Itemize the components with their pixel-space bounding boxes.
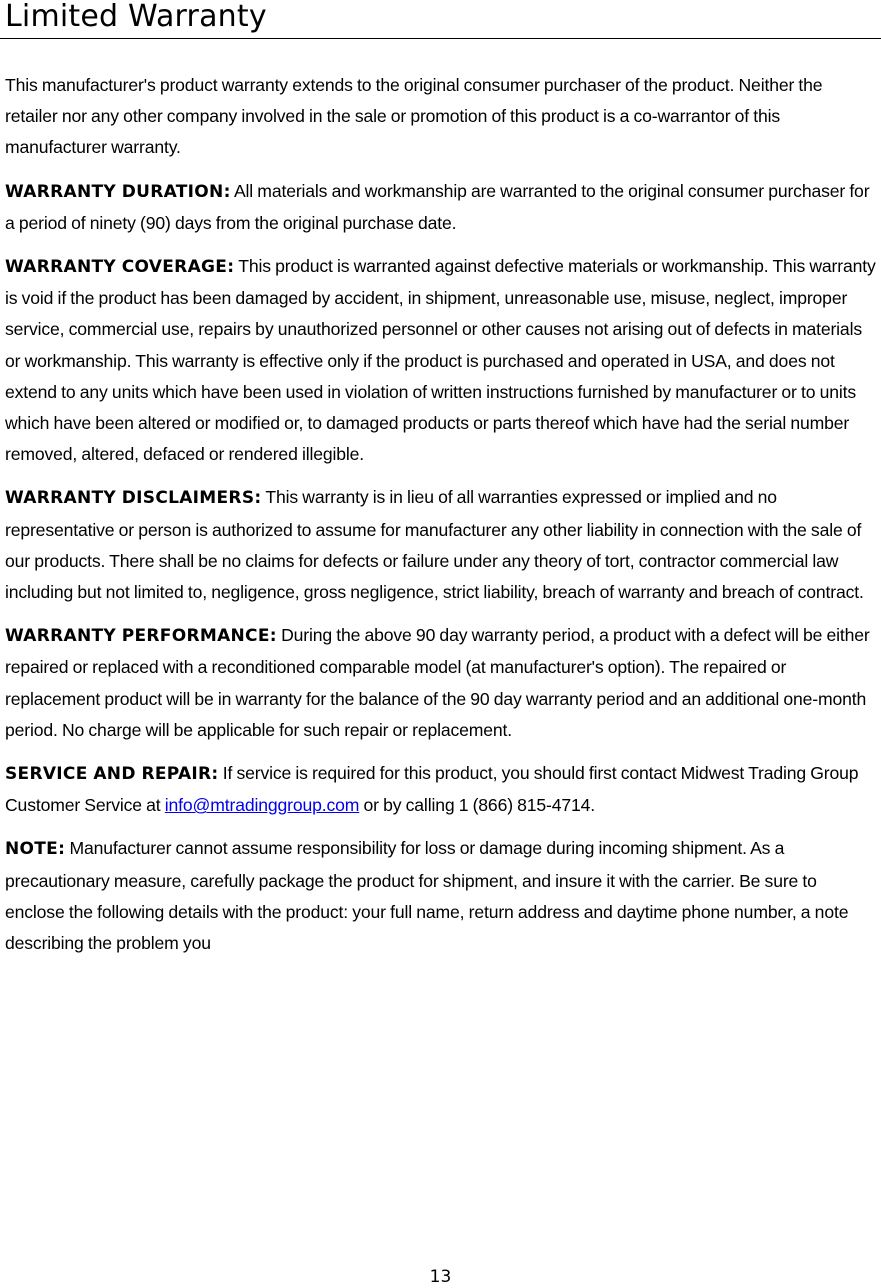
warranty-body xyxy=(5,70,877,971)
performance-label: WARRANTY PERFORMANCE: xyxy=(5,626,277,647)
performance-text: During the above 90 day warranty period, a product with a defect will be either repaired or replaced with a reconditioned comparable model (at manufacturer's option). The repaired or replacement product will be in warranty for the balance of the 90 day warranty period and an additional one-month period. No charge will be applicable for such repair or replacement. xyxy=(5,625,870,740)
page-title: Limited Warranty xyxy=(5,0,267,34)
service-paragraph xyxy=(5,758,877,821)
intro-paragraph xyxy=(5,70,877,164)
note-label: NOTE: xyxy=(5,839,66,860)
duration-label: WARRANTY DURATION: xyxy=(5,181,231,202)
note-text: Manufacturer cannot assume responsibility for loss or damage during incoming shipment. As a precautionary measure, carefully package the product for shipment, and insure it with the carrier. Be sure to enclose the following details with the product: your full name, return address and daytime phone number, a note describing the problem you xyxy=(5,838,849,954)
coverage-label: WARRANTY COVERAGE: xyxy=(5,257,235,278)
title-underline xyxy=(0,38,881,39)
support-email-link[interactable]: info@mtradinggroup.com xyxy=(164,795,360,816)
coverage-text: This product is warranted against defective materials or workmanship. This warranty is void if the product has been damaged by accident, in shipment, unreasonable use, misuse, neglect, improper service, commercial use, repairs by unauthorized personnel or other causes not arising out of defects in materials or workmanship. This warranty is effective only if the product is purchased and operated in USA, and does not extend to any units which have been used in violation of written instructions furnished by manufacturer or to units which have been altered or modified or, to damaged products or parts thereof which have had the serial number removed, altered, defaced or rendered illegible. xyxy=(5,256,876,465)
duration-text: All materials and workmanship are warranted to the original consumer purchaser for a period of ninety (90) days from the original purchase date. xyxy=(5,180,870,233)
duration-paragraph xyxy=(5,176,877,239)
note-paragraph xyxy=(5,833,877,959)
disclaimers-text: This warranty is in lieu of all warranties expressed or implied and no representative or person is authorized to assume for manufacturer any other liability in connection with the sale of our products. There shall be no claims for defects or failure under any theory of tort, contractor commercial law including but not limited to, negligence, gross negligence, strict liability, breach of warranty and breach of contract. xyxy=(5,487,864,603)
coverage-paragraph xyxy=(5,251,877,470)
disclaimers-paragraph xyxy=(5,482,877,608)
intro-text: This manufacturer's product warranty extends to the original consumer purchaser of the product. Neither the retailer nor any other company involved in the sale or promotion of this product is a co-warrantor of this manufacturer warranty. xyxy=(5,75,823,158)
disclaimers-label: WARRANTY DISCLAIMERS: xyxy=(5,488,262,509)
document-page xyxy=(5,0,879,1288)
page-number: 13 xyxy=(429,1267,452,1287)
service-label: SERVICE AND REPAIR: xyxy=(5,764,219,785)
service-text-after: or by calling 1 (866) 815-4714. xyxy=(363,795,596,816)
performance-paragraph xyxy=(5,620,877,746)
service-text-before: If service is required for this product, you should first contact Midwest Trading Group Customer Service at xyxy=(5,763,859,816)
